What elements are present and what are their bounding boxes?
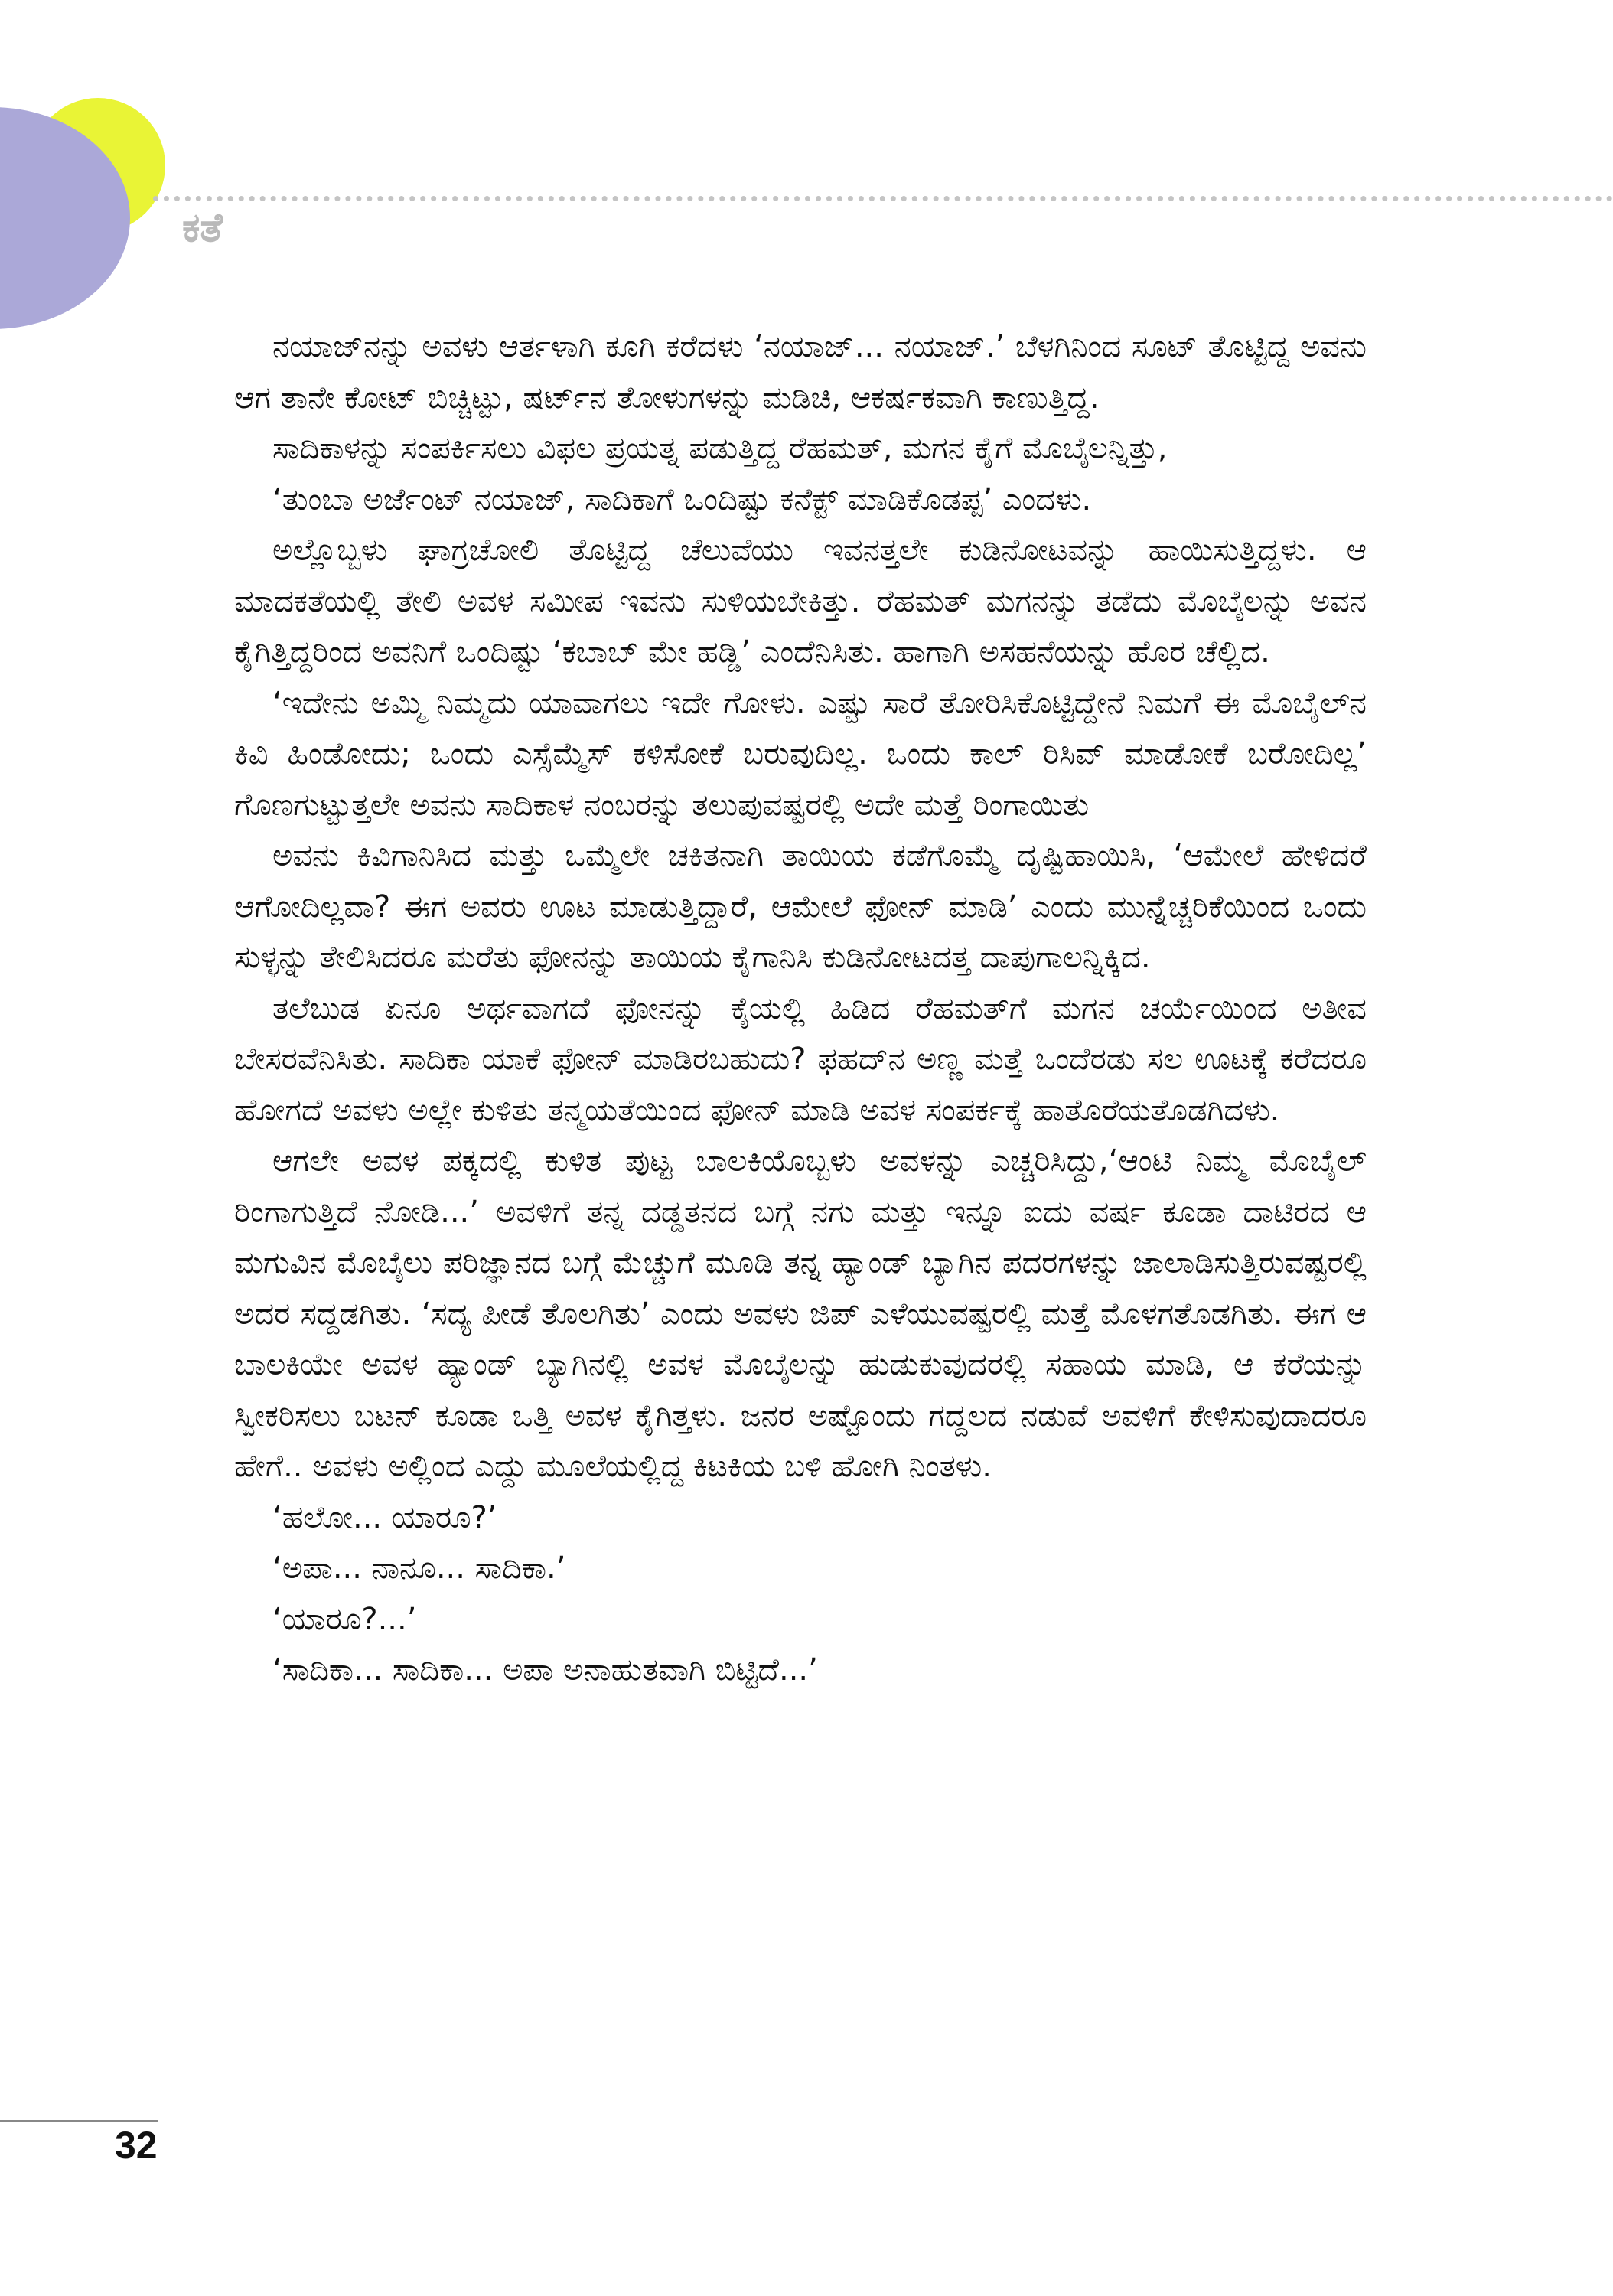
page-number: 32 <box>115 2124 158 2167</box>
paragraph: ಆಗಲೇ ಅವಳ ಪಕ್ಕದಲ್ಲಿ ಕುಳಿತ ಪುಟ್ಟ ಬಾಲಕಿಯೊಬ್ಬಳು ಅವಳನ್ನು ಎಚ್ಚರಿಸಿದ್ದು,‘ಆಂಟಿ ನಿಮ್ಮ ಮೊಬೈಲ್ ರಿಂಗಾಗುತ್ತಿದೆ ನೋಡಿ...’ ಅವಳಿಗೆ ತನ್ನ ದಡ್ಡತನದ ಬಗ್ಗೆ ನಗು ಮತ್ತು ಇನ್ನೂ ಐದು ವರ್ಷ ಕೂಡಾ ದಾಟಿರದ ಆ ಮಗುವಿನ ಮೊಬೈಲು ಪರಿಜ್ಞಾನದ ಬಗ್ಗೆ ಮೆಚ್ಚುಗೆ ಮೂಡಿ ತನ್ನ ಹ್ಯಾಂಡ್ ಬ್ಯಾಗಿನ ಪದರಗಳನ್ನು ಜಾಲಾಡಿಸುತ್ತಿರುವಷ್ಟರಲ್ಲಿ ಅದರ ಸದ್ದಡಗಿತು. ‘ಸದ್ಯ ಪೀಡೆ ತೊಲಗಿತು’ ಎಂದು ಅವಳು ಜಿಪ್ ಎಳೆಯುವಷ್ಟರಲ್ಲಿ ಮತ್ತೆ ಮೊಳಗತೊಡಗಿತು. ಈಗ ಆ ಬಾಲಕಿಯೇ ಅವಳ ಹ್ಯಾಂಡ್ ಬ್ಯಾಗಿನಲ್ಲಿ ಅವಳ ಮೊಬೈಲನ್ನು ಹುಡುಕುವುದರಲ್ಲಿ ಸಹಾಯ ಮಾಡಿ, ಆ ಕರೆಯನ್ನು ಸ್ವೀಕರಿಸಲು ಬಟನ್ ಕೂಡಾ ಒತ್ತಿ ಅವಳ ಕೈಗಿತ್ತಳು. ಜನರ ಅಷ್ಟೊಂದು ಗದ್ದಲದ ನಡುವೆ ಅವಳಿಗೆ ಕೇಳಿಸುವುದಾದರೂ ಹೇಗೆ.. ಅವಳು ಅಲ್ಲಿಂದ ಎದ್ದು ಮೂಲೆಯಲ್ಲಿದ್ದ ಕಿಟಕಿಯ ಬಳಿ ಹೋಗಿ ನಿಂತಳು. <box>234 1143 1367 1484</box>
dialogue-line: ‘ಯಾರೂ?...’ <box>272 1601 417 1637</box>
dotted-header-rule <box>153 196 1613 201</box>
paragraph: ‘ತುಂಬಾ ಅರ್ಜೆಂಟ್ ನಯಾಜ್, ಸಾದಿಕಾಗೆ ಒಂದಿಷ್ಟು ಕನೆಕ್ಟ್ ಮಾಡಿಕೊಡಪ್ಪ’ ಎಂದಳು. <box>272 481 1092 517</box>
paragraph: ‘ಇದೇನು ಅಮ್ಮಿ ನಿಮ್ಮದು ಯಾವಾಗಲು ಇದೇ ಗೋಳು. ಎಷ್ಟು ಸಾರೆ ತೋರಿಸಿಕೊಟ್ಟಿದ್ದೇನೆ ನಿಮಗೆ ಈ ಮೊಬೈಲ್‌ನ ಕಿವಿ ಹಿಂಡೋದು; ಒಂದು ಎಸ್ಸೆಮ್ಮೆಸ್ ಕಳಿಸೋಕೆ ಬರುವುದಿಲ್ಲ. ಒಂದು ಕಾಲ್ ರಿಸಿವ್ ಮಾಡೋಕೆ ಬರೋದಿಲ್ಲ’ ಗೊಣಗುಟ್ಟುತ್ತಲೇ ಅವನು ಸಾದಿಕಾಳ ನಂಬರನ್ನು ತಲುಪುವಷ್ಟರಲ್ಲಿ ಅದೇ ಮತ್ತೆ ರಿಂಗಾಯಿತು <box>234 685 1367 823</box>
footer-rule <box>0 2120 158 2122</box>
dialogue-line: ‘ಹಲೋ... ಯಾರೂ?’ <box>272 1499 497 1535</box>
dialogue-line: ‘ಅಪಾ... ನಾನೂ... ಸಾದಿಕಾ.’ <box>272 1551 566 1586</box>
paragraph: ಅಲ್ಲೊಬ್ಬಳು ಘಾಗ್ರಚೋಲಿ ತೊಟ್ಟಿದ್ದ ಚೆಲುವೆಯು ಇವನತ್ತಲೇ ಕುಡಿನೋಟವನ್ನು ಹಾಯಿಸುತ್ತಿದ್ದಳು. ಆ ಮಾದಕತೆಯಲ್ಲಿ ತೇಲಿ ಅವಳ ಸಮೀಪ ಇವನು ಸುಳಿಯಬೇಕಿತ್ತು. ರೆಹಮತ್ ಮಗನನ್ನು ತಡೆದು ಮೊಬೈಲನ್ನು ಅವನ ಕೈಗಿತ್ತಿದ್ದರಿಂದ ಅವನಿಗೆ ಒಂದಿಷ್ಟು ‘ಕಬಾಬ್ ಮೇ ಹಡ್ಡಿ’ ಎಂದೆನಿಸಿತು. ಹಾಗಾಗಿ ಅಸಹನೆಯನ್ನು ಹೊರ ಚೆಲ್ಲಿದ. <box>234 533 1367 670</box>
paragraph: ತಲೆಬುಡ ಏನೂ ಅರ್ಥವಾಗದೆ ಫೋನನ್ನು ಕೈಯಲ್ಲಿ ಹಿಡಿದ ರೆಹಮತ್‌ಗೆ ಮಗನ ಚರ್ಯೆಯಿಂದ ಅತೀವ ಬೇಸರವೆನಿಸಿತು. ಸಾದಿಕಾ ಯಾಕೆ ಫೋನ್ ಮಾಡಿರಬಹುದು? ಫಹದ್‌ನ ಅಣ್ಣ ಮತ್ತೆ ಒಂದೆರಡು ಸಲ ಊಟಕ್ಕೆ ಕರೆದರೂ ಹೋಗದೆ ಅವಳು ಅಲ್ಲೇ ಕುಳಿತು ತನ್ಮಯತೆಯಿಂದ ಫೋನ್ ಮಾಡಿ ಅವಳ ಸಂಪರ್ಕಕ್ಕೆ ಹಾತೊರೆಯತೊಡಗಿದಳು. <box>234 990 1367 1128</box>
story-body <box>234 321 1367 1696</box>
paragraph: ನಯಾಜ್‌ನನ್ನು ಅವಳು ಆರ್ತಳಾಗಿ ಕೂಗಿ ಕರೆದಳು ‘ನಯಾಜ್... ನಯಾಜ್.’ ಬೆಳಗಿನಿಂದ ಸೂಟ್ ತೊಟ್ಟಿದ್ದ ಅವನು ಆಗ ತಾನೇ ಕೋಟ್ ಬಿಚ್ಚಿಟ್ಟು, ಷರ್ಟ್‌ನ ತೋಳುಗಳನ್ನು ಮಡಿಚಿ, ಆಕರ್ಷಕವಾಗಿ ಕಾಣುತ್ತಿದ್ದ. <box>234 329 1367 416</box>
paragraph: ಅವನು ಕಿವಿಗಾನಿಸಿದ ಮತ್ತು ಒಮ್ಮೆಲೇ ಚಕಿತನಾಗಿ ತಾಯಿಯ ಕಡೆಗೊಮ್ಮೆ ದೃಷ್ಟಿಹಾಯಿಸಿ, ‘ಆಮೇಲೆ ಹೇಳಿದರೆ ಆಗೋದಿಲ್ಲವಾ? ಈಗ ಅವರು ಊಟ ಮಾಡುತ್ತಿದ್ದಾರೆ, ಆಮೇಲೆ ಫೋನ್ ಮಾಡಿ’ ಎಂದು ಮುನ್ನೆಚ್ಚರಿಕೆಯಿಂದ ಒಂದು ಸುಳ್ಳನ್ನು ತೇಲಿಸಿದರೂ ಮರೆತು ಫೋನನ್ನು ತಾಯಿಯ ಕೈಗಾನಿಸಿ ಕುಡಿನೋಟದತ್ತ ದಾಪುಗಾಲನ್ನಿಕ್ಕಿದ. <box>234 838 1367 975</box>
dialogue-line: ‘ಸಾದಿಕಾ... ಸಾದಿಕಾ... ಅಪಾ ಅನಾಹುತವಾಗಿ ಬಿಟ್ಟಿದೆ...’ <box>272 1652 818 1688</box>
paragraph: ಸಾದಿಕಾಳನ್ನು ಸಂಪರ್ಕಿಸಲು ವಿಫಲ ಪ್ರಯತ್ನ ಪಡುತ್ತಿದ್ದ ರೆಹಮತ್, ಮಗನ ಕೈಗೆ ಮೊಬೈಲನ್ನಿತ್ತು, <box>272 431 1168 466</box>
section-label: ಕತೆ <box>182 205 223 251</box>
